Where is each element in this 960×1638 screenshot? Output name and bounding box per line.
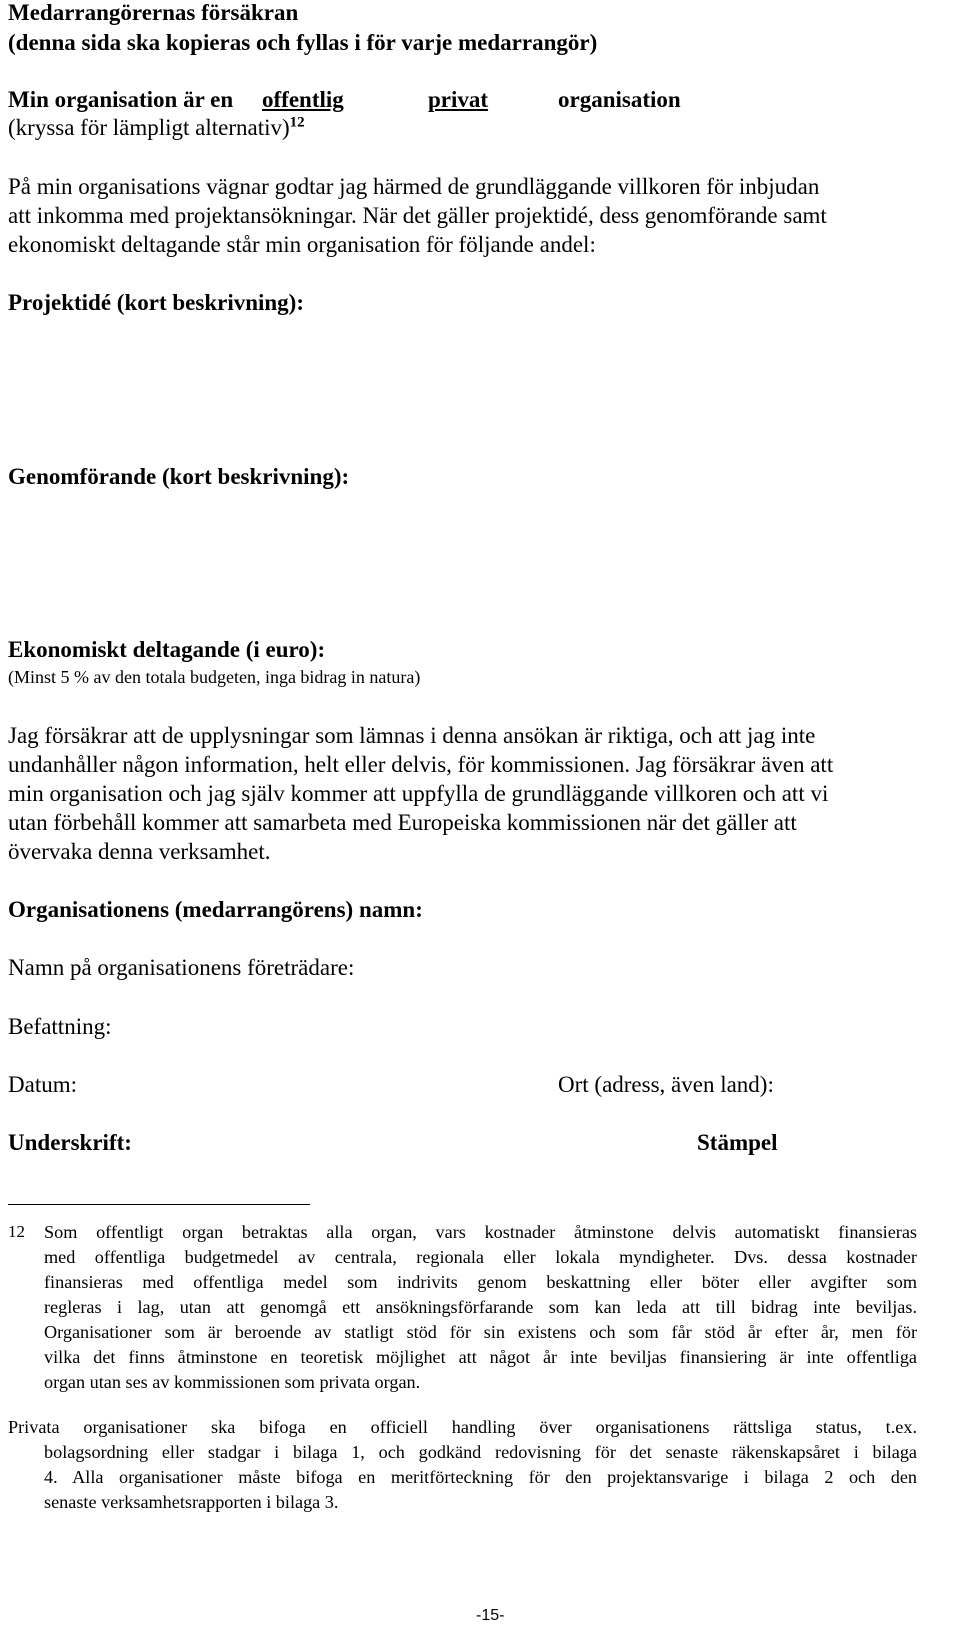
stamp-label: Stämpel xyxy=(697,1130,778,1155)
declaration-line-3: min organisation och jag själv kommer att uppfylla de grundläggande villkoren och att vi xyxy=(8,781,829,806)
footnote-ref: 12 xyxy=(289,114,305,131)
option-private[interactable]: privat xyxy=(428,87,489,112)
footnote-private-para: Privata organisationer ska bifoga en officiell handling över organisationens rättsliga status, t.ex. bolagsordning eller stadgar i bilaga 1, och godkänd redovisning för det senaste räkenskapsåret i bilaga 4. Alla organisationer måste bifoga en meritförteckning för den projektansvarige i bilaga 2 och den senaste verksamhetsrapporten i bilaga 3. xyxy=(8,1417,917,1512)
declaration-line-1: Jag försäkrar att de upplysningar som lämnas i denna ansökan är riktiga, och att jag inte xyxy=(8,723,816,748)
financial-note: (Minst 5 % av den totala budgeten, inga bidrag in natura) xyxy=(8,667,421,687)
financial-label: Ekonomiskt deltagande (i euro): xyxy=(8,637,326,662)
place-label: Ort (adress, även land): xyxy=(558,1072,774,1097)
date-label: Datum: xyxy=(8,1072,77,1097)
org-type-instruction: (kryssa för lämpligt alternativ)$^{12}$ xyxy=(8,114,305,140)
intro-line-2: att inkomma med projektansökningar. När det gäller projektidé, dess genomförande samt xyxy=(8,203,827,228)
org-name-label: Organisationens (medarrangörens) namn: xyxy=(8,897,423,922)
position-label: Befattning: xyxy=(8,1014,112,1039)
footnote-body: Som offentligt organ betraktas alla organ, vars kostnader åtminstone delvis automatiskt finansieras med offentliga budgetmedel av centrala, regionala eller lokala myndigheter. Dvs. dessa kostnader finansieras med offentliga medel som indrivits genom beskattning eller böter eller avgifter som regleras i lag, utan att genomgå ett ansökningsförfarande som kan leda att till bidrag inte beviljas. Organisationer som är beroende av statligt stöd för sin existens och som får stöd år efter år, men för vilka det finns åtminstone en teoretisk möjlighet att något år inte beviljas finansiering är inte offentliga organ utan ses av kommissionen som privata organ. xyxy=(44,1222,917,1392)
form-subtitle: (denna sida ska kopieras och fyllas i för varje medarrangör) xyxy=(8,30,598,55)
page-number: -15- xyxy=(476,1607,505,1624)
signature-label: Underskrift: xyxy=(8,1130,132,1155)
footnote-number: 12 xyxy=(8,1222,25,1241)
project-idea-field[interactable] xyxy=(8,322,948,452)
project-idea-label: Projektidé (kort beskrivning): xyxy=(8,290,305,315)
intro-line-1: På min organisations vägnar godtar jag härmed de grundläggande villkoren för inbjudan xyxy=(8,174,820,199)
declaration-line-5: övervaka denna verksamhet. xyxy=(8,839,271,864)
org-type-prefix: Min organisation är en xyxy=(8,87,234,112)
declaration-line-2: undanhåller någon information, helt eller delvis, för kommissionen. Jag försäkrar även att xyxy=(8,752,834,777)
implementation-label: Genomförande (kort beskrivning): xyxy=(8,464,350,489)
footnote-separator xyxy=(8,1204,310,1205)
option-public[interactable]: offentlig xyxy=(262,87,344,112)
representative-label: Namn på organisationens företrädare: xyxy=(8,955,355,980)
org-type-suffix: organisation xyxy=(558,87,681,112)
implementation-field[interactable] xyxy=(8,496,948,626)
form-title: Medarrangörernas försäkran xyxy=(8,0,299,25)
declaration-line-4: utan förbehåll kommer att samarbeta med Europeiska kommissionen när det gäller att xyxy=(8,810,797,835)
intro-line-3: ekonomiskt deltagande står min organisation för följande andel: xyxy=(8,232,596,257)
